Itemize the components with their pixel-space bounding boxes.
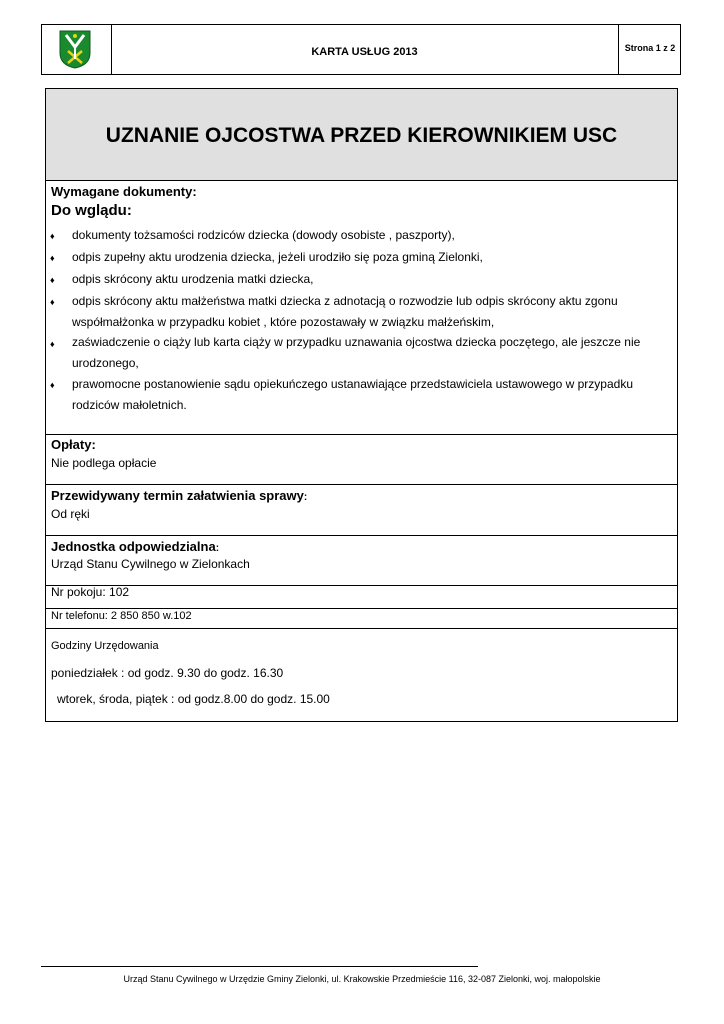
logo-cell — [42, 25, 112, 74]
unit-heading: Jednostka odpowiedzialna: — [51, 539, 220, 554]
page-title: UZNANIE OJCOSTWA PRZED KIEROWNIKIEM USC — [46, 89, 677, 181]
footer-divider — [41, 966, 478, 967]
divider — [46, 628, 677, 629]
room-number: Nr pokoju: 102 — [51, 585, 130, 599]
hours-monday: poniedziałek : od godz. 9.30 do godz. 16.30 — [51, 666, 284, 680]
divider — [46, 434, 677, 435]
list-item: odpis skrócony aktu małżeństwa matki dziecka z adnotacją o rozwodzie lub odpis skrócony aktu zgonu współmałżonka w przypadku kobiet , które pozostawały w związku małżeńskim, — [72, 294, 618, 329]
term-heading: Przewidywany termin załatwienia sprawy: — [51, 488, 308, 503]
header-table — [41, 24, 681, 75]
bullet-icon: ♦ — [50, 380, 55, 390]
bullet-icon: ♦ — [50, 297, 55, 307]
list-item: odpis skrócony aktu urodzenia matki dziecka, — [72, 272, 314, 286]
service-card — [45, 88, 678, 722]
required-docs-heading: Wymagane dokumenty: — [51, 184, 197, 199]
divider — [46, 585, 677, 586]
card-title: KARTA USŁUG 2013 — [111, 25, 619, 74]
office-name: Urząd Stanu Cywilnego w Zielonkach — [51, 557, 250, 571]
bullet-icon: ♦ — [50, 275, 55, 285]
term-value: Od ręki — [51, 507, 90, 521]
hours-other-days: wtorek, środa, piątek : od godz.8.00 do godz. 15.00 — [57, 692, 330, 706]
divider — [46, 484, 677, 485]
coat-of-arms-icon — [58, 29, 92, 69]
fees-value: Nie podlega opłacie — [51, 456, 157, 470]
list-item: zaświadczenie o ciąży lub karta ciąży w przypadku uznawania ojcostwa dziecka poczętego, ale jeszcze nie urodzonego, — [72, 335, 641, 370]
fees-heading: Opłaty: — [51, 437, 96, 452]
bullet-icon: ♦ — [50, 339, 55, 349]
list-item: dokumenty tożsamości rodziców dziecka (dowody osobiste , paszporty), — [72, 228, 455, 242]
bullet-icon: ♦ — [50, 231, 55, 241]
divider — [46, 535, 677, 536]
list-item: odpis zupełny aktu urodzenia dziecka, jeżeli urodziło się poza gminą Zielonki, — [72, 250, 483, 264]
list-item: prawomocne postanowienie sądu opiekuńczego ustanawiające przedstawiciela ustawowego w przypadku rodziców małoletnich. — [72, 377, 633, 412]
bullet-icon: ♦ — [50, 253, 55, 263]
page-indicator: Strona 1 z 2 — [624, 42, 676, 53]
footer-address: Urząd Stanu Cywilnego w Urzędzie Gminy Zielonki, ul. Krakowskie Przedmieście 116, 32-087 Zielonki, woj. małopolskie — [123, 974, 601, 984]
hours-label: Godziny Urzędowania — [51, 640, 159, 652]
phone-number: Nr telefonu: 2 850 850 w.102 — [51, 610, 192, 622]
inspection-heading: Do wglądu: — [51, 202, 132, 219]
divider — [46, 608, 677, 609]
